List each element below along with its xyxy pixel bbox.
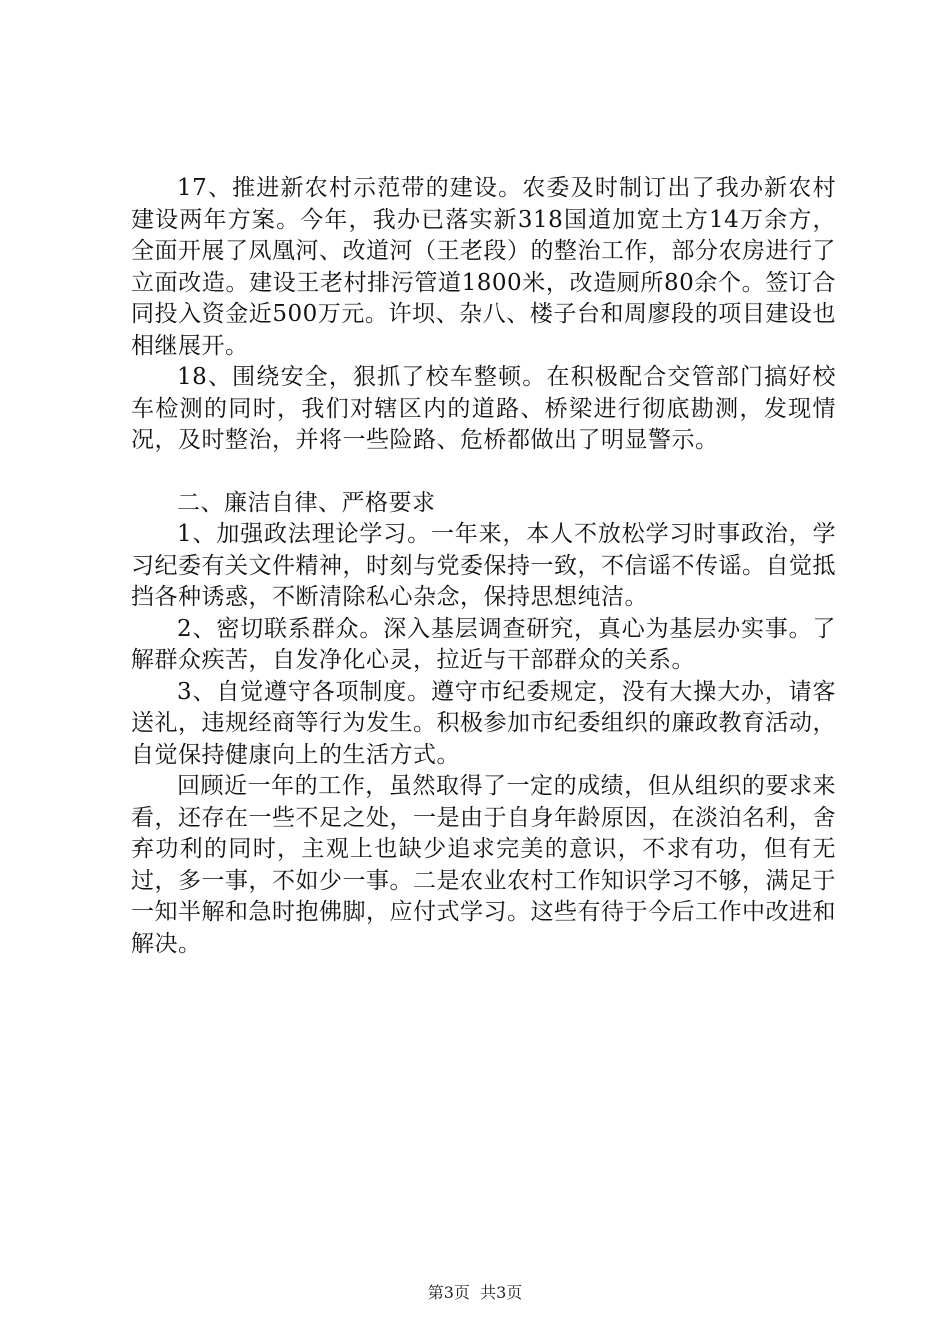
paragraph-18: 18、围绕安全，狠抓了校车整顿。在积极配合交管部门搞好校车检测的同时，我们对辖区内的道路、桥梁进行彻底勘测，发现情况，及时整治，并将一些险路、危桥都做出了明显警示。 [131,364,836,453]
paragraph-item-3: 3、自觉遵守各项制度。遵守市纪委规定，没有大操大办，请客送礼，违规经商等行为发生。积极参加市纪委组织的廉政教育活动，自觉保持健康向上的生活方式。 [131,678,836,768]
paragraph-item-1: 1、加强政法理论学习。一年来，本人不放松学习时事政治，学习纪委有关文件精神，时刻与党委保持一致，不信谣不传谣。自觉抵挡各种诱惑，不断清除私心杂念，保持思想纯洁。 [131,521,836,610]
paragraph-summary: 回顾近一年的工作，虽然取得了一定的成绩，但从组织的要求来看，还存在一些不足之处，一是由于自身年龄原因，在淡泊名利，舍弃功利的同时，主观上也缺少追求完美的意识，不求有功，但有无过，多一事，不如少一事。二是农业农村工作知识学习不够，满足于一知半解和急时抱佛脚，应付式学习。这些有待于今后工作中改进和解决。 [131,773,836,957]
paragraph-item-2: 2、密切联系群众。深入基层调查研究，真心为基层办实事。了解群众疾苦，自发净化心灵，拉近与干部群众的关系。 [131,615,836,673]
paragraph-17: 17、推进新农村示范带的建设。农委及时制订出了我办新农村建设两年方案。今年，我办已落实新318国道加宽土方14万余方，全面开展了凤凰河、改道河（王老段）的整治工作，部分农房进行了立面改造。建设王老村排污管道1800米，改造厕所80余个。签订合同投入资金近500万元。许坝、杂八、楼子台和周廖段的项目建设也相继展开。 [131,175,836,359]
document-body [131,173,836,960]
page-footer-indicator: 第3页 共3页 [427,1283,523,1302]
section-heading: 二、廉洁自律、严格要求 [177,489,436,516]
